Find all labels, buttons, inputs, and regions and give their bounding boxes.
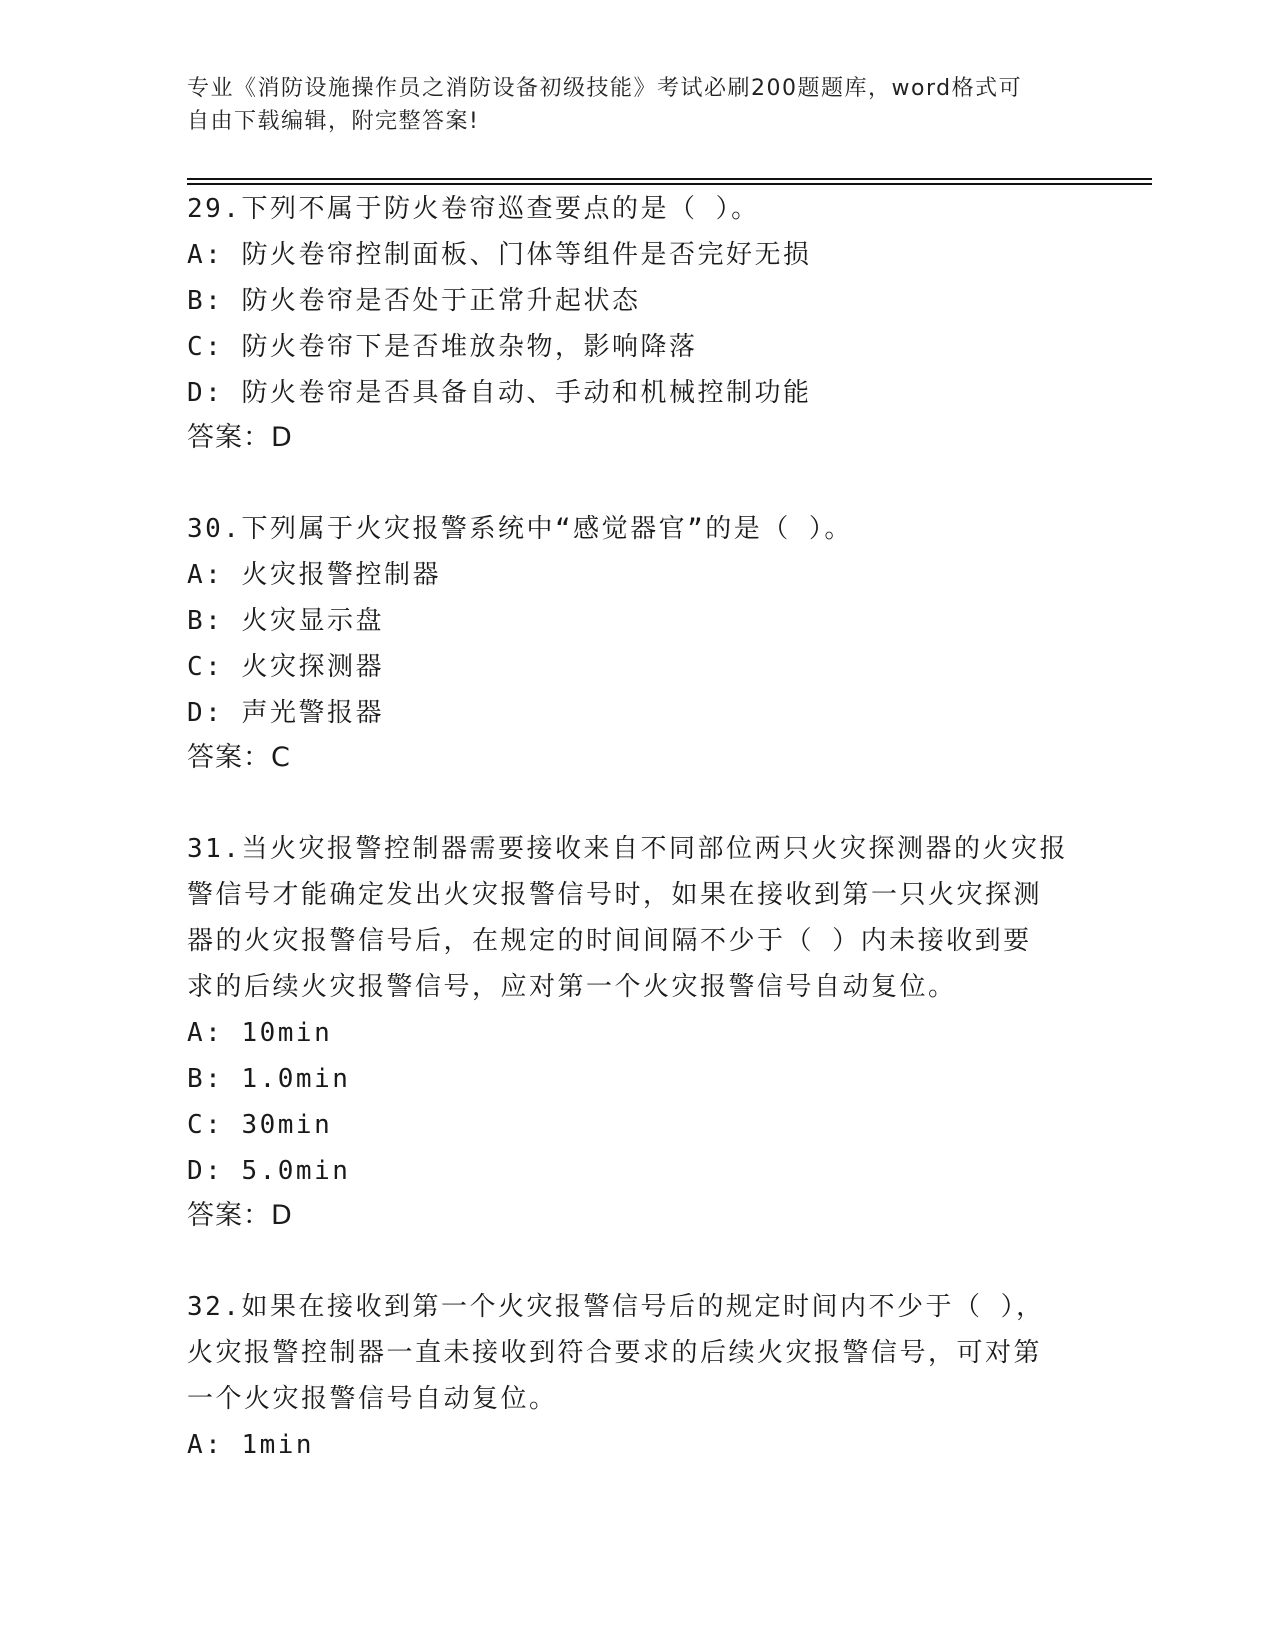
header-line-1: 专业《消防设施操作员之消防设备初级技能》考试必刷200题题库，word格式可 (187, 76, 1023, 101)
question-stem-line: 求的后续火灾报警信号，应对第一个火灾报警信号自动复位。 (187, 972, 957, 1002)
option-a: A: 防火卷帘控制面板、门体等组件是否完好无损 (187, 240, 812, 270)
option-b: B: 火灾显示盘 (187, 606, 384, 636)
option-a: A: 1min (187, 1430, 315, 1460)
option-b: B: 防火卷帘是否处于正常升起状态 (187, 286, 641, 316)
question-stem-line: 火灾报警控制器一直未接收到符合要求的后续火灾报警信号，可对第 (187, 1338, 1043, 1368)
header-divider-top (187, 178, 1152, 180)
question-31 (187, 826, 1077, 1238)
option-d: D: 防火卷帘是否具备自动、手动和机械控制功能 (187, 378, 812, 408)
option-a: A: 火灾报警控制器 (187, 560, 441, 590)
header-line-2: 自由下载编辑，附完整答案! (187, 109, 480, 134)
question-stem-line: 器的火灾报警信号后，在规定的时间间隔不少于（ ）内未接收到要 (187, 926, 1032, 956)
question-spacer (187, 460, 1077, 506)
option-d: D: 声光警报器 (187, 698, 384, 728)
answer: 答案：D (187, 1200, 293, 1231)
question-spacer (187, 780, 1077, 826)
answer: 答案：C (187, 742, 291, 773)
question-29 (187, 186, 1077, 460)
header-divider-bottom (187, 183, 1152, 185)
question-stem: 29.下列不属于防火卷帘巡查要点的是（ ）。 (187, 194, 760, 224)
question-30 (187, 506, 1077, 780)
question-stem-line: 32.如果在接收到第一个火灾报警信号后的规定时间内不少于（ ）， (187, 1292, 1045, 1322)
question-list (187, 186, 1077, 1468)
option-b: B: 1.0min (187, 1064, 351, 1094)
option-c: C: 30min (187, 1110, 333, 1140)
option-a: A: 10min (187, 1018, 333, 1048)
option-c: C: 火灾探测器 (187, 652, 384, 682)
question-32 (187, 1284, 1077, 1468)
question-spacer (187, 1238, 1077, 1284)
question-stem: 30.下列属于火灾报警系统中“感觉器官”的是（ ）。 (187, 514, 853, 544)
option-c: C: 防火卷帘下是否堆放杂物，影响降落 (187, 332, 698, 362)
question-stem-line: 警信号才能确定发出火灾报警信号时，如果在接收到第一只火灾探测 (187, 880, 1043, 910)
question-stem-line: 一个火灾报警信号自动复位。 (187, 1384, 558, 1414)
question-stem-line: 31.当火灾报警控制器需要接收来自不同部位两只火灾探测器的火灾报 (187, 834, 1068, 864)
answer: 答案：D (187, 422, 293, 453)
option-d: D: 5.0min (187, 1156, 351, 1186)
document-header (187, 72, 1077, 138)
